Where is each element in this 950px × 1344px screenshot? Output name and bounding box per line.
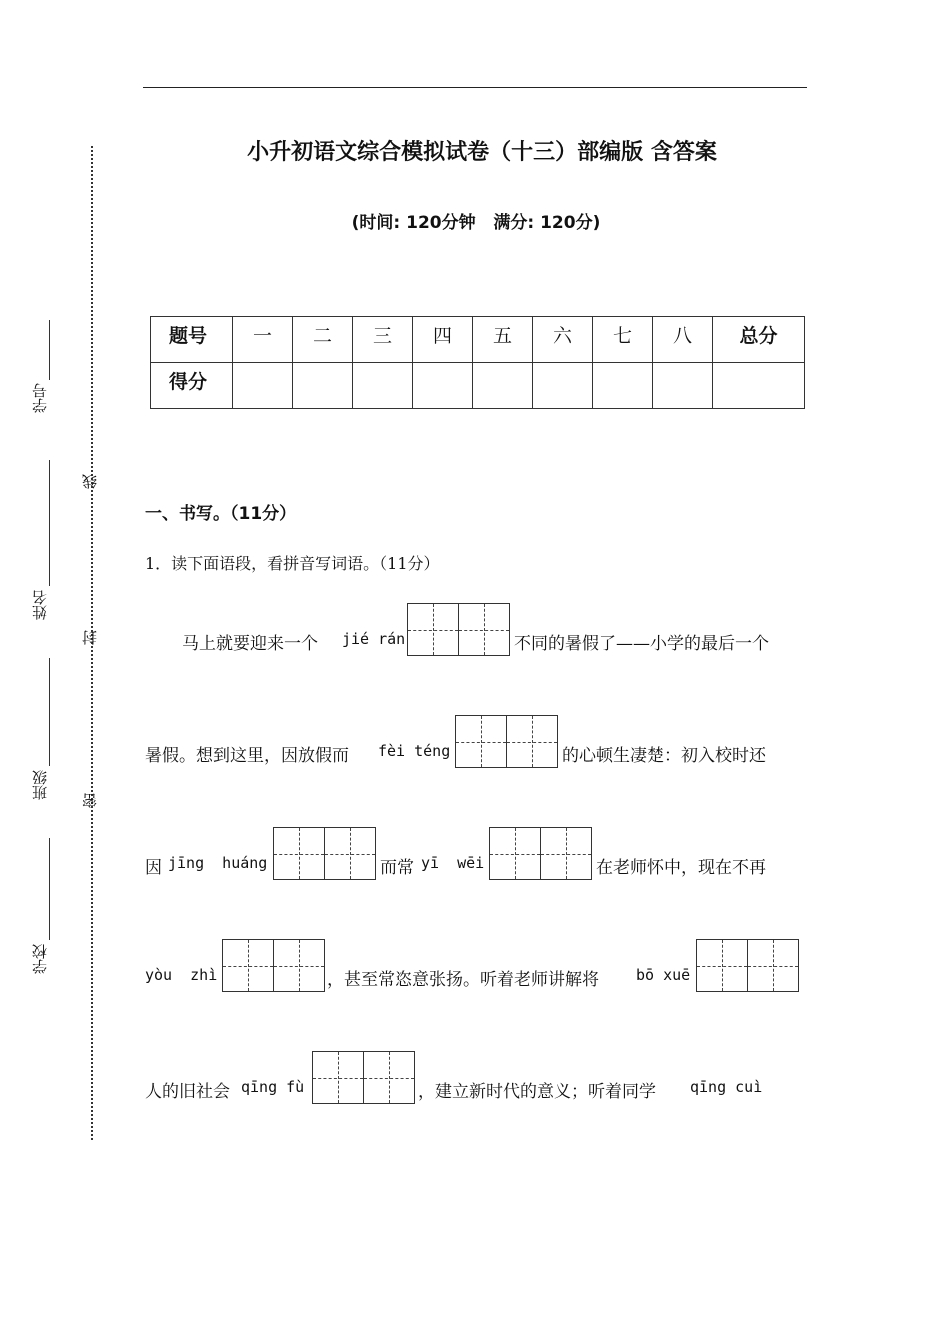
answer-grid-cell[interactable] <box>274 940 324 991</box>
score-table-cell: 一 <box>233 317 293 363</box>
score-table-cell: 总分 <box>713 317 805 363</box>
exam-subtitle: (时间: 120分钟 满分: 120分) <box>351 213 601 233</box>
answer-grid[interactable] <box>455 715 558 768</box>
score-input-cell[interactable] <box>413 363 473 409</box>
passage-text: ，建立新时代的意义；听着同学 <box>418 1082 656 1102</box>
pinyin-prompt: bō xuē <box>636 966 691 984</box>
pinyin-prompt: jié rán <box>342 630 406 648</box>
score-table-cell: 得分 <box>151 363 233 409</box>
score-table-cell: 八 <box>653 317 713 363</box>
answer-grid[interactable] <box>273 827 376 880</box>
pinyin-prompt: fèi téng <box>378 742 451 760</box>
score-table-cell: 五 <box>473 317 533 363</box>
student-id-blank[interactable] <box>49 320 50 380</box>
answer-grid[interactable] <box>222 939 325 992</box>
answer-grid[interactable] <box>489 827 592 880</box>
score-table <box>150 316 805 409</box>
score-input-cell[interactable] <box>293 363 353 409</box>
pinyin-prompt: qīng cuì <box>690 1078 763 1096</box>
school-label: 学校 <box>31 944 49 974</box>
passage-text: 人的旧社会 <box>145 1082 230 1102</box>
passage-line <box>0 965 691 1045</box>
score-table-cell: 题号 <box>151 317 233 363</box>
seal-word-seal: 封 <box>81 630 99 645</box>
passage-text: 不同的暑假了——小学的最后一个 <box>514 634 769 654</box>
score-table-cell: 三 <box>353 317 413 363</box>
answer-grid-cell[interactable] <box>459 604 509 655</box>
score-input-cell[interactable] <box>353 363 413 409</box>
answer-grid-cell[interactable] <box>697 940 748 991</box>
answer-grid[interactable] <box>407 603 510 656</box>
pinyin-prompt: qīng fù <box>241 1078 305 1096</box>
seal-word-secret: 密 <box>81 793 99 808</box>
score-input-cell[interactable] <box>713 363 805 409</box>
answer-grid-cell[interactable] <box>490 828 541 879</box>
passage-text: 马上就要迎来一个 <box>182 634 318 654</box>
score-table-cell: 七 <box>593 317 653 363</box>
passage-line <box>0 1077 763 1177</box>
answer-grid-cell[interactable] <box>223 940 274 991</box>
score-input-cell[interactable] <box>473 363 533 409</box>
student-id-label: 学号 <box>31 383 49 413</box>
top-rule <box>143 87 807 88</box>
passage-text: 而常 <box>380 858 414 878</box>
question-prompt: 1．读下面语段，看拼音写词语。（11分） <box>145 554 440 573</box>
passage-text: 因 <box>145 858 162 878</box>
score-table-score-row <box>151 363 805 409</box>
answer-grid-cell[interactable] <box>364 1052 414 1103</box>
answer-grid-cell[interactable] <box>274 828 325 879</box>
answer-grid-cell[interactable] <box>748 940 798 991</box>
score-table-cell: 四 <box>413 317 473 363</box>
passage-text: ，甚至常恣意张扬。听着老师讲解将 <box>327 970 599 990</box>
passage-line <box>0 629 769 709</box>
name-blank[interactable] <box>49 460 50 586</box>
score-table-cell: 二 <box>293 317 353 363</box>
answer-grid-cell[interactable] <box>408 604 459 655</box>
class-blank[interactable] <box>49 658 50 766</box>
pinyin-prompt: yī wēi <box>421 854 485 872</box>
score-table-header-row <box>151 317 805 363</box>
name-label: 姓名 <box>31 590 49 620</box>
score-input-cell[interactable] <box>593 363 653 409</box>
section-heading: 一、书写。（11分） <box>145 504 297 524</box>
score-input-cell[interactable] <box>533 363 593 409</box>
class-label: 班级 <box>31 770 49 800</box>
passage-text: 暑假。想到这里，因放假而 <box>145 746 349 766</box>
page-title: 小升初语文综合模拟试卷（十三）部编版 含答案 <box>247 140 717 165</box>
score-table-cell: 六 <box>533 317 593 363</box>
answer-grid[interactable] <box>312 1051 415 1104</box>
answer-grid-cell[interactable] <box>541 828 591 879</box>
answer-grid[interactable] <box>696 939 799 992</box>
answer-grid-cell[interactable] <box>325 828 375 879</box>
score-input-cell[interactable] <box>653 363 713 409</box>
passage-text: 在老师怀中，现在不再 <box>596 858 766 878</box>
seal-word-line: 线 <box>81 474 99 489</box>
school-blank[interactable] <box>49 838 50 940</box>
answer-grid-cell[interactable] <box>507 716 557 767</box>
score-input-cell[interactable] <box>233 363 293 409</box>
answer-grid-cell[interactable] <box>313 1052 364 1103</box>
passage-text: 的心顿生凄楚：初入校时还 <box>562 746 766 766</box>
pinyin-prompt: jīng huáng <box>168 854 268 872</box>
pinyin-prompt: yòu zhì <box>145 966 218 984</box>
answer-grid-cell[interactable] <box>456 716 507 767</box>
